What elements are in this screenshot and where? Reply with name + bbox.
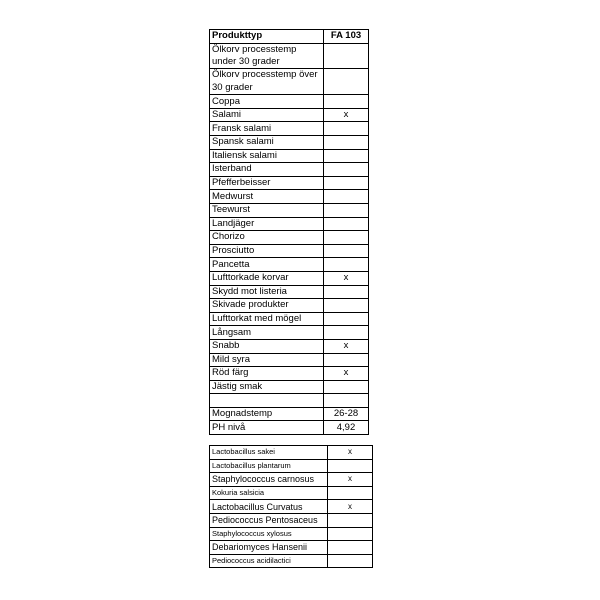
bacteria-row — [210, 554, 373, 568]
bacteria-value: x — [328, 473, 373, 487]
row-value — [324, 43, 369, 69]
bacteria-value — [328, 554, 373, 568]
row-label: Fransk salami — [210, 122, 324, 136]
row-value — [324, 136, 369, 150]
bacteria-row — [210, 513, 373, 527]
table-row — [210, 203, 369, 217]
row-value — [324, 69, 369, 95]
bacteria-value — [328, 527, 373, 541]
row-value — [324, 203, 369, 217]
row-label — [210, 394, 324, 408]
bacteria-row — [210, 527, 373, 541]
header-fa103: FA 103 — [324, 30, 369, 44]
table-row — [210, 271, 369, 285]
row-value — [324, 312, 369, 326]
bacteria-row — [210, 486, 373, 500]
row-label: Italiensk salami — [210, 149, 324, 163]
row-value — [324, 258, 369, 272]
bacteria-value — [328, 459, 373, 473]
row-label: Isterband — [210, 163, 324, 177]
row-label: Lufttorkat med mögel — [210, 312, 324, 326]
table-row — [210, 163, 369, 177]
row-value: 4,92 — [324, 421, 369, 435]
table-row — [210, 176, 369, 190]
row-label: Skydd mot listeria — [210, 285, 324, 299]
row-label: Ölkorv processtemp under 30 grader — [210, 43, 324, 69]
row-value — [324, 380, 369, 394]
row-label: Jästig smak — [210, 380, 324, 394]
table-row — [210, 190, 369, 204]
row-label: Mognadstemp — [210, 407, 324, 421]
row-value — [324, 244, 369, 258]
row-value — [324, 163, 369, 177]
bacteria-row — [210, 446, 373, 460]
bacteria-value: x — [328, 446, 373, 460]
table-row — [210, 339, 369, 353]
table-row — [210, 217, 369, 231]
row-value — [324, 394, 369, 408]
row-label: Coppa — [210, 95, 324, 109]
row-value — [324, 190, 369, 204]
table-row — [210, 69, 369, 95]
table-row — [210, 353, 369, 367]
bacteria-table — [209, 445, 373, 568]
row-label: Långsam — [210, 326, 324, 340]
bacteria-value — [328, 486, 373, 500]
row-value — [324, 231, 369, 245]
row-label: Prosciutto — [210, 244, 324, 258]
bacteria-row — [210, 500, 373, 514]
table-header-row — [210, 30, 369, 44]
row-value — [324, 176, 369, 190]
table-row — [210, 43, 369, 69]
table-row — [210, 285, 369, 299]
row-label: Skivade produkter — [210, 299, 324, 313]
row-label: Teewurst — [210, 203, 324, 217]
row-label: Spansk salami — [210, 136, 324, 150]
row-value — [324, 326, 369, 340]
bacteria-label: Debariomyces Hansenii — [210, 541, 328, 555]
row-label: PH nivå — [210, 421, 324, 435]
row-value — [324, 299, 369, 313]
bacteria-label: Lactobacillus plantarum — [210, 459, 328, 473]
row-value — [324, 217, 369, 231]
bacteria-label: Pediococcus acidilactici — [210, 554, 328, 568]
table-row — [210, 108, 369, 122]
row-label: Lufttorkade korvar — [210, 271, 324, 285]
row-value — [324, 353, 369, 367]
table-row — [210, 122, 369, 136]
bacteria-label: Lactobacillus sakei — [210, 446, 328, 460]
row-value: x — [324, 367, 369, 381]
table-row — [210, 312, 369, 326]
row-value: 26-28 — [324, 407, 369, 421]
row-value: x — [324, 339, 369, 353]
table-row — [210, 326, 369, 340]
bacteria-label: Pediococcus Pentosaceus — [210, 513, 328, 527]
bacteria-label: Kokuria salsicia — [210, 486, 328, 500]
table-row — [210, 367, 369, 381]
row-label: Snabb — [210, 339, 324, 353]
row-label: Chorizo — [210, 231, 324, 245]
table-row — [210, 258, 369, 272]
header-product-type: Produkttyp — [210, 30, 324, 44]
table-row — [210, 244, 369, 258]
bacteria-row — [210, 473, 373, 487]
bacteria-row — [210, 541, 373, 555]
bacteria-label: Staphylococcus xylosus — [210, 527, 328, 541]
bacteria-label: Lactobacillus Curvatus — [210, 500, 328, 514]
row-value — [324, 95, 369, 109]
row-value: x — [324, 271, 369, 285]
table-row — [210, 231, 369, 245]
table-row — [210, 136, 369, 150]
table-row — [210, 394, 369, 408]
row-label: Mild syra — [210, 353, 324, 367]
table-row — [210, 407, 369, 421]
table-row — [210, 149, 369, 163]
row-value — [324, 122, 369, 136]
table-row — [210, 380, 369, 394]
product-type-table — [209, 29, 369, 435]
row-value: x — [324, 108, 369, 122]
row-label: Pfefferbeisser — [210, 176, 324, 190]
row-label: Salami — [210, 108, 324, 122]
bacteria-row — [210, 459, 373, 473]
row-label: Ölkorv processtemp över 30 grader — [210, 69, 324, 95]
bacteria-value: x — [328, 500, 373, 514]
row-label: Pancetta — [210, 258, 324, 272]
table-row — [210, 421, 369, 435]
row-value — [324, 149, 369, 163]
table-row — [210, 95, 369, 109]
row-value — [324, 285, 369, 299]
row-label: Landjäger — [210, 217, 324, 231]
bacteria-value — [328, 513, 373, 527]
bacteria-value — [328, 541, 373, 555]
bacteria-label: Staphylococcus carnosus — [210, 473, 328, 487]
row-label: Medwurst — [210, 190, 324, 204]
table-row — [210, 299, 369, 313]
row-label: Röd färg — [210, 367, 324, 381]
